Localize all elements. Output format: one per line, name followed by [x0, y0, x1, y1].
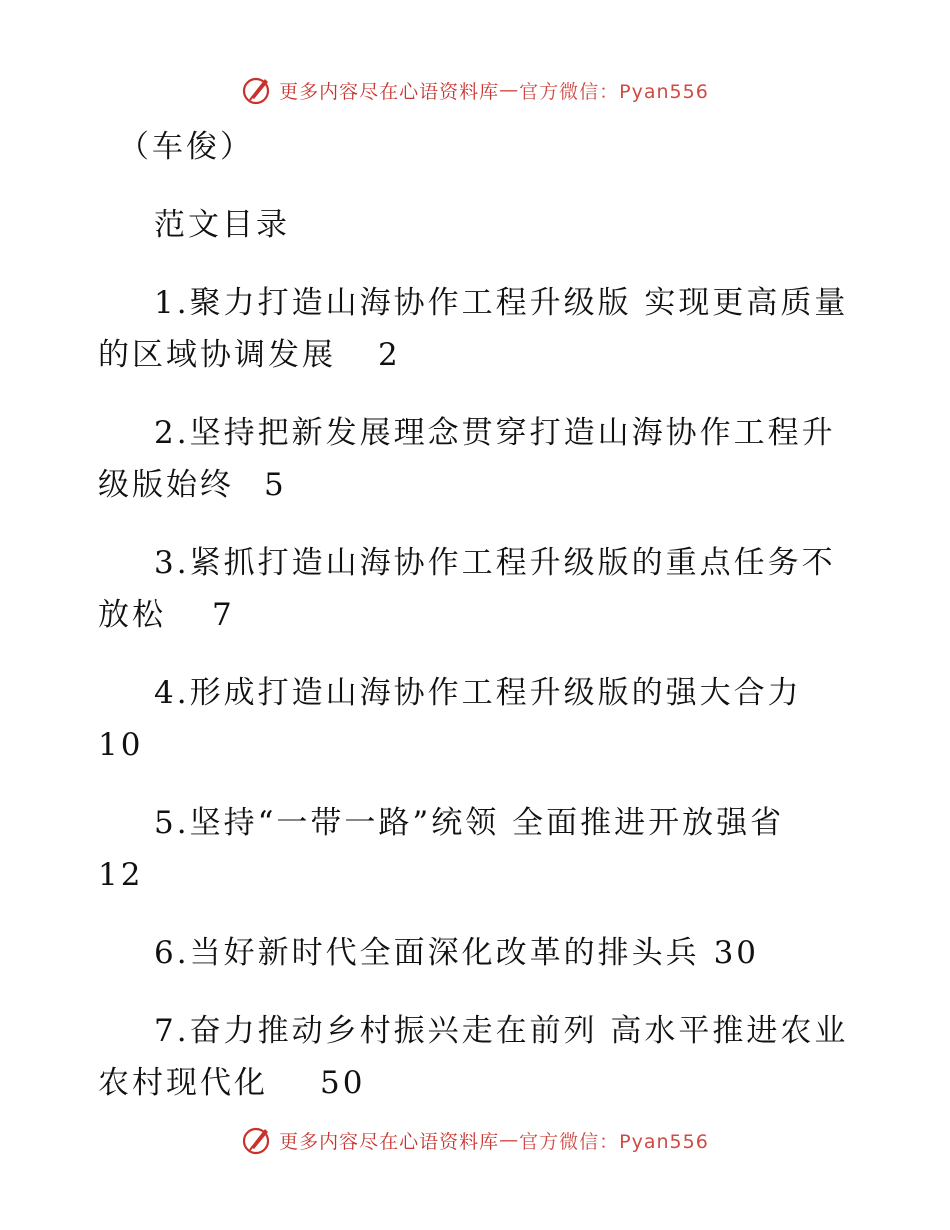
- toc-entry-title: 5.坚持“一带一路”统领 全面推进开放强省: [154, 805, 785, 841]
- toc-page-number: 7: [212, 597, 235, 633]
- watermark-brand: 更多内容尽在心语资料库: [279, 1130, 500, 1153]
- toc-entry-2: [98, 408, 858, 510]
- watermark-separator: —: [499, 79, 520, 101]
- toc-entry-3: [98, 538, 858, 640]
- toc-page-number: 10: [98, 727, 144, 763]
- toc-entry-title-cont: 农村现代化: [98, 1065, 268, 1101]
- toc-entry-1: [98, 278, 858, 380]
- toc-entry-continuation: [98, 850, 858, 900]
- toc-entry-title-cont: 放松: [98, 597, 166, 633]
- watermark-separator: —: [499, 1129, 520, 1151]
- author-line: （车俊）: [118, 129, 254, 165]
- watermark-wechat: 官方微信：Pyan556: [519, 80, 709, 103]
- toc-entry-continuation: [98, 460, 858, 510]
- toc-entry-title-cont: 的区域协调发展: [98, 337, 336, 373]
- toc-heading: 范文目录: [154, 207, 290, 243]
- toc-page-number: 30: [713, 935, 760, 971]
- toc-entry-continuation: [98, 1058, 858, 1108]
- toc-page-number: 2: [378, 337, 401, 373]
- toc-entry-continuation: [98, 330, 858, 380]
- toc-entry-title: 7.奋力推动乡村振兴走在前列 高水平推进农业: [154, 1013, 849, 1049]
- toc-entry-title-text: 6.当好新时代全面深化改革的排头兵: [154, 935, 700, 971]
- toc-entry-continuation: [98, 590, 858, 640]
- quill-in-circle-icon: [241, 73, 275, 107]
- watermark-wechat: 官方微信：Pyan556: [519, 1130, 709, 1153]
- watermark-banner-top: [0, 70, 950, 110]
- toc-entry-title: 1.聚力打造山海协作工程升级版 实现更高质量: [154, 285, 849, 321]
- document-body: [98, 122, 858, 1108]
- toc-entry-title: 3.紧抓打造山海协作工程升级版的重点任务不: [154, 545, 836, 581]
- toc-page-number: 5: [264, 467, 287, 503]
- toc-entry-continuation: [98, 720, 858, 770]
- toc-entry-title: 4.形成打造山海协作工程升级版的强大合力: [154, 675, 802, 711]
- toc-page-number: 12: [98, 857, 144, 893]
- toc-entry-title: [98, 928, 858, 978]
- toc-page-number: 50: [320, 1065, 366, 1101]
- toc-entry-7: [98, 1006, 858, 1108]
- quill-in-circle-icon: [241, 1123, 275, 1157]
- watermark-banner-bottom: [0, 1120, 950, 1160]
- toc-entry-4: [98, 668, 858, 770]
- toc-entry-5: [98, 798, 858, 900]
- toc-entry-title-cont: 级版始终: [98, 467, 234, 503]
- watermark-brand: 更多内容尽在心语资料库: [279, 80, 500, 103]
- toc-entry-6: [98, 928, 858, 978]
- toc-entry-title: 2.坚持把新发展理念贯穿打造山海协作工程升: [154, 415, 836, 451]
